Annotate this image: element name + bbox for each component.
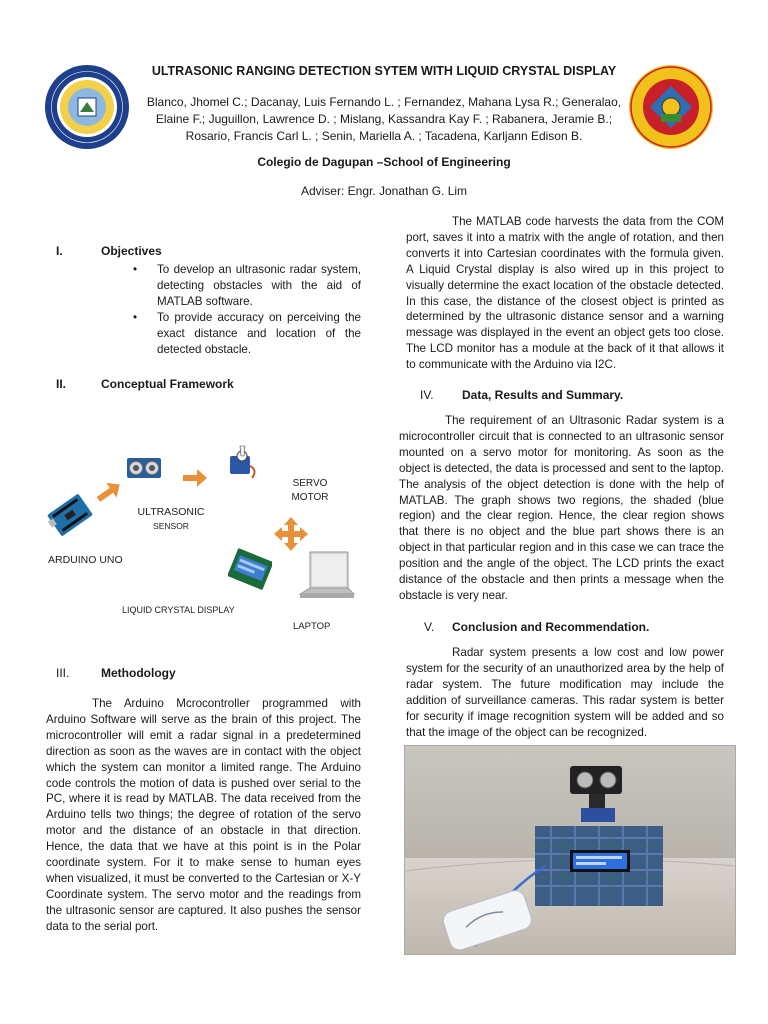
section-title-conclusion: Conclusion and Recommendation. [452,620,650,634]
arduino-uno-label: ARDUINO UNO [48,554,123,566]
section-title-methodology: Methodology [101,666,176,680]
arrow-right-icon [182,468,208,488]
matlab-paragraph: The MATLAB code harvests the data from the COM port, saves it into a matrix with the angle of rotation, and then converts it into Cartesian coordinates with the formula given. A Liquid Crystal display is also wired up in this project to visually determine the exact location of the obstacle detected. In this case, the distance of the closest object is printed as determined by the ultrasonic distance sensor and a warning message was displayed in the event an object gets too close. The LCD monitor has a module at the back of it that allows it to communicate with the Arduino via I2C. [406,215,724,372]
authors [145,94,623,145]
authors-line: Blanco, Jhomel C.; Dacanay, Luis Fernando L. ; Fernandez, Mahana Lysa R.; Generalao, [146,95,622,109]
prototype-photo [404,745,736,955]
label-line: ULTRASONIC [137,506,205,518]
authors-line: Elaine F.; Juguillon, Lawrence D. ; Mislang, Kassandra Kay F. ; Rabanera, Jeramie B.; [155,112,613,126]
lcd-label: LIQUID CRYSTAL DISPLAY [122,605,235,615]
arrow-four-way-icon [273,516,309,552]
college-of-engineering-logo [628,64,714,150]
conceptual-framework-diagram [40,440,370,640]
section-title-objectives: Objectives [101,244,162,258]
section-title-results: Data, Results and Summary. [462,388,624,402]
section-number: I. [56,244,63,258]
section-number: IV. [420,388,434,402]
objectives-list [157,262,361,357]
laptop-label: LAPTOP [293,621,331,632]
servo-motor-label [290,478,330,503]
section-number: II. [56,377,67,391]
section-number: III. [56,666,70,680]
lcd-display-icon [228,544,272,596]
label-line: SENSOR [153,521,189,531]
school-name: Colegio de Dagupan –School of Engineering [257,155,511,169]
paper-title: ULTRASONIC RANGING DETECTION SYTEM WITH LIQUID CRYSTAL DISPLAY [151,64,617,78]
adviser: Adviser: Engr. Jonathan G. Lim [300,184,468,198]
objective-item: • To develop an ultrasonic radar system, detecting obstacles with the aid of MATLAB software. [157,262,361,310]
section-title-framework: Conceptual Framework [101,377,234,391]
colegio-de-dagupan-logo [44,64,130,150]
label-line: SERVO [292,478,328,489]
conclusion-body: Radar system presents a low cost and low power system for the security of an unauthorized area by the help of radar system. The future modification may include the addition of surveillance cameras. This radar system is better for security if image recognition system will be added and so that the image of the object can be recognized. [406,646,724,739]
label-line: MOTOR [291,492,329,503]
servo-motor-icon [226,444,260,484]
arrow-right-icon [94,480,124,504]
ultrasonic-sensor-icon [126,454,162,484]
laptop-icon [298,548,356,608]
results-body: The requirement of an Ultrasonic Radar system is a microcontroller circuit that is connected to an ultrasonic sensor mounted on a servo motor for monitoring. As soon as the object is detected, the data is processed and sent to the laptop. The analysis of the object detection is done with the help of MATLAB. The graph shows two regions, the shaded (blue region) and the clear region. Hence, the clear region shows that there is no object and the blue part shows there is an object in that particular region and in this case we can trace the position and the angle of the object. The LCD prints the exact distance of the obstacle and then prints a message when the obstacle is very near. [399,414,724,602]
authors-line: Rosario, Francis Carl L. ; Senin, Mariella A. ; Tacadena, Karljann Edison B. [185,129,583,143]
section-number: V. [424,620,435,634]
ultrasonic-sensor-label [136,506,206,531]
arduino-board-icon [45,490,95,540]
methodology-body: The Arduino Mcrocontroller programmed with Arduino Software will serve as the brain of this project. The microcontroller will emit a radar signal in a predetermined direction as soon as the waves are in contact with the object which the system can monitor a limited range. The Arduino code controls the motion of data is pushed over serial to the PC, where it is read by MATLAB. The data received from the Arduino tells two things; the degree of rotation of the servo motor and the distance of an obstacle in that direction. Hence, the data that we have at this point is in the Polar coordinate system. For it to make sense to human eyes when visualized, it must be converted to the Cartesian or X-Y Coordinate system. The servo motor and the readings from the ultrasonic sensor are captured. It also pushes the sensor data to the serial port. [46,697,361,933]
objective-item: • To provide accuracy on perceiving the exact distance and location of the detected obstacle. [157,310,361,358]
